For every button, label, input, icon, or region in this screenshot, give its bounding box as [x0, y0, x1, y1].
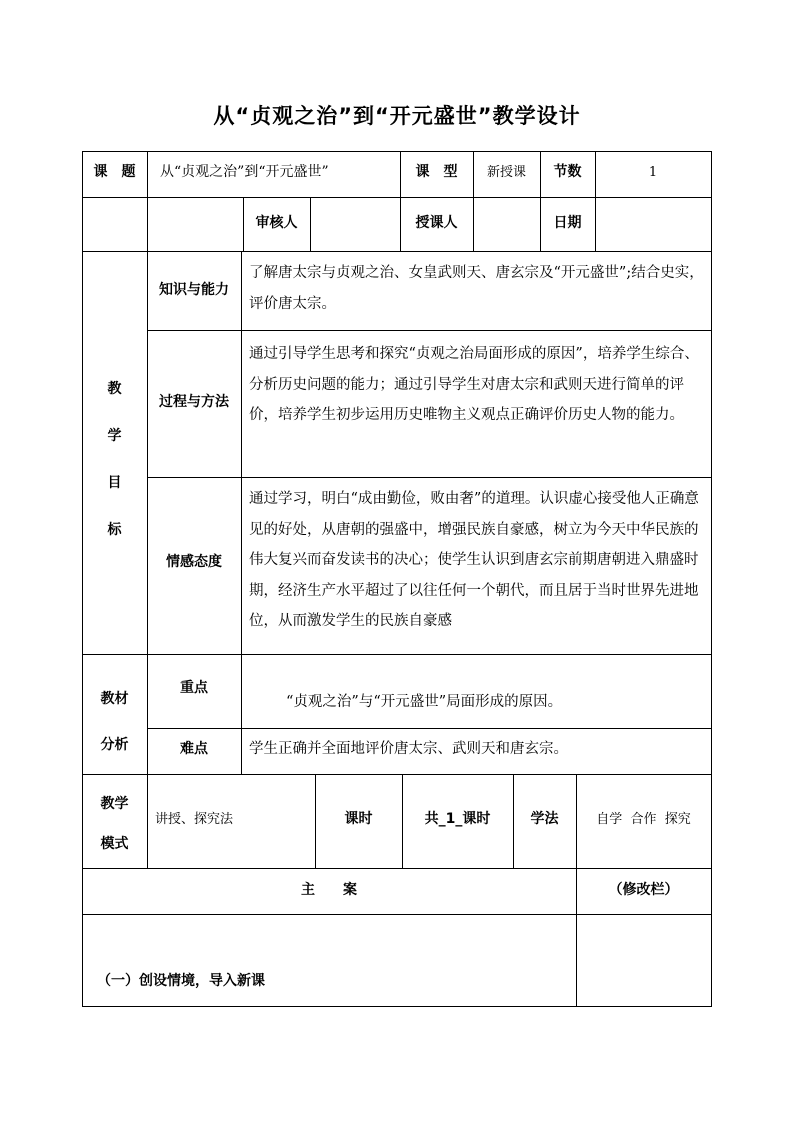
method-label: 学法: [530, 811, 559, 827]
emotion-label: 情感态度: [166, 554, 222, 570]
difficult-point-label: 难点: [180, 741, 208, 757]
document-title: 从“贞观之治”到“开元盛世”教学设计: [213, 104, 581, 128]
key-point-label: 重点: [180, 680, 208, 696]
reviewer-label: 审核人: [255, 215, 298, 231]
section-heading: （一）创设情境，导入新课: [97, 973, 265, 989]
section-label: 节数: [553, 164, 582, 180]
date-label: 日期: [553, 215, 582, 231]
course-label: 课 题: [93, 164, 136, 180]
method-value: 自学 合作 探究: [596, 812, 691, 827]
type-label: 课 型: [415, 164, 458, 180]
process-text: 通过引导学生思考和探究“贞观之治局面形成的原因”，培养学生综合、分析历史问题的能力；通过引导学生对唐太宗和武则天进行简单的评价，培养学生初步运用历史唯物主义观点正确评价历史人物的能力。: [249, 346, 699, 423]
key-point-text: “贞观之治”与“开元盛世”局面形成的原因。: [286, 694, 563, 710]
analysis-label: 教材 分析: [100, 691, 129, 753]
difficult-point-text: 学生正确并全面地评价唐太宗、武则天和唐玄宗。: [249, 741, 568, 757]
mode-value: 讲授、探究法: [155, 812, 234, 827]
knowledge-text: 了解唐太宗与贞观之治、女皇武则天、唐玄宗及“开元盛世”;结合史实，评价唐太宗。: [249, 265, 704, 312]
teacher-label: 授课人: [415, 215, 458, 231]
revision-column-label: （修改栏）: [608, 882, 679, 898]
course-value: 从“贞观之治”到“开元盛世”: [160, 164, 329, 180]
type-value: 新授课: [486, 165, 526, 180]
hours-label: 课时: [344, 811, 373, 827]
knowledge-label: 知识与能力: [159, 282, 229, 298]
section-value: 1: [648, 165, 658, 180]
emotion-text: 通过学习，明白“成由勤俭，败由奢”的道理。认识虚心接受他人正确意见的好处，从唐朝的强盛中，增强民族自豪感，树立为今天中华民族的伟大复兴而奋发读书的决心；使学生认识到唐玄宗前期唐朝进入鼎盛时期，经济生产水平超过了以往任何一个朝代，而且居于当时世界先进地位，从而激发学生的民族自豪感: [249, 491, 699, 629]
main-plan-label: 主 案: [301, 882, 357, 898]
hours-value: 共_1_课时: [424, 811, 491, 827]
process-label: 过程与方法: [159, 394, 229, 410]
goals-vertical-label: 教 学 目 标: [107, 381, 122, 538]
mode-label: 教学 模式: [100, 796, 129, 852]
